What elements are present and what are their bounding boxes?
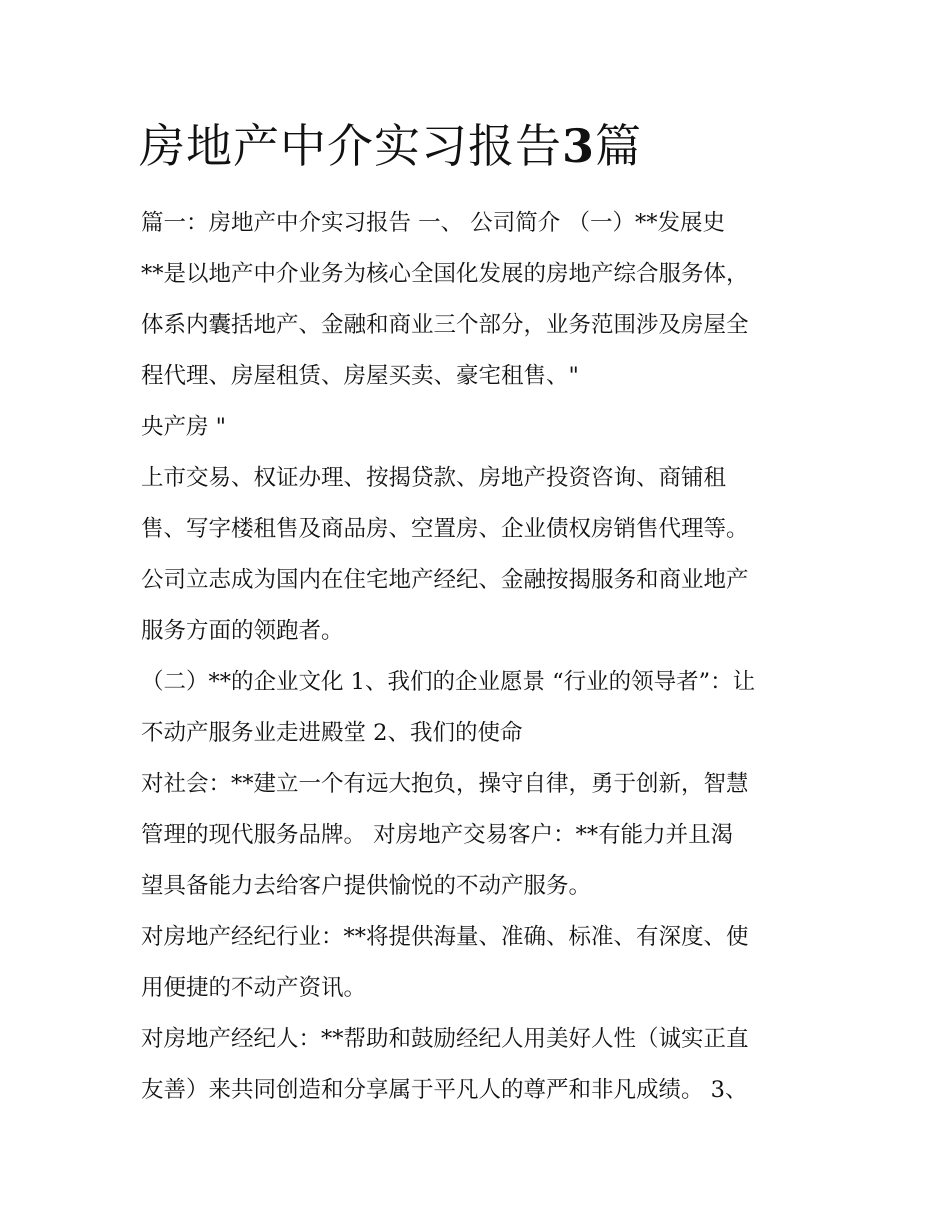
body-line: 友善）来共同创造和分享属于平凡人的尊严和非凡成绩。 3、 — [141, 1077, 748, 1103]
body-line: 用便捷的不动产资讯。 — [141, 975, 367, 1001]
body-line: 服务方面的领跑者。 — [141, 618, 344, 644]
body-line: 望具备能力去给客户提供愉悦的不动产服务。 — [141, 873, 592, 899]
body-line: 对社会：**建立一个有远大抱负，操守自律，勇于创新，智慧 — [141, 771, 749, 797]
body-line: 体系内囊括地产、金融和商业三个部分，业务范围涉及房屋全 — [141, 312, 749, 338]
document-title — [139, 116, 642, 176]
body-line: **是以地产中介业务为核心全国化发展的房地产综合服务体， — [141, 261, 749, 287]
document-body — [141, 201, 821, 1119]
title-suffix: 篇 — [595, 119, 643, 173]
body-line: 篇一：房地产中介实习报告 一、 公司简介 （一）**发展史 — [141, 210, 725, 236]
body-line: 管理的现代服务品牌。 对房地产交易客户：**有能力并且渴 — [141, 822, 734, 848]
body-line: 售、写字楼租售及商品房、空置房、企业债权房销售代理等。 — [141, 516, 749, 542]
body-line: 程代理、房屋租赁、房屋买卖、豪宅租售、" — [141, 363, 579, 389]
title-number: 3 — [562, 119, 596, 173]
body-line: 对房地产经纪人：**帮助和鼓励经纪人用美好人性（诚实正直 — [141, 1026, 749, 1052]
body-line: 不动产服务业走进殿堂 2、我们的使命 — [141, 720, 523, 746]
body-line: 上市交易、权证办理、按揭贷款、房地产投资咨询、商铺租 — [141, 465, 727, 491]
body-line: 公司立志成为国内在住宅地产经纪、金融按揭服务和商业地产 — [141, 567, 749, 593]
title-text: 房地产中介实习报告 — [139, 119, 562, 173]
body-line: 对房地产经纪行业：**将提供海量、准确、标准、有深度、使 — [141, 924, 749, 950]
body-line: 央产房 " — [141, 414, 227, 440]
body-line: （二）**的企业文化 1、我们的企业愿景 “行业的领导者”：让 — [141, 669, 756, 695]
